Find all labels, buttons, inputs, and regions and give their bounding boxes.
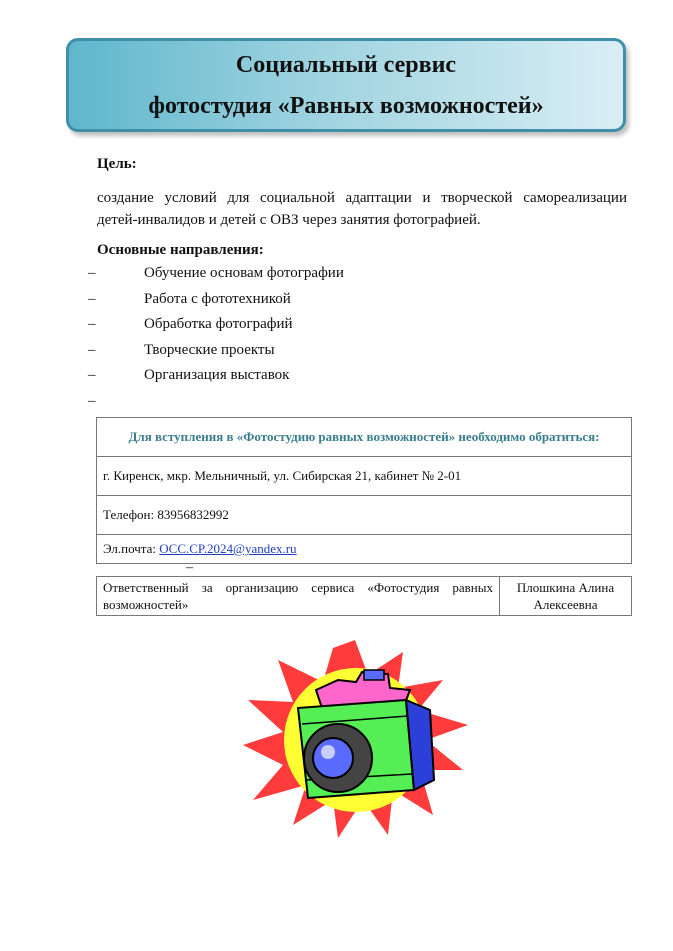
contacts-address: г. Киренск, мкр. Мельничный, ул. Сибирская 21, кабинет № 2-01 [97,457,632,496]
goal-label: Цель: [97,156,137,172]
contacts-heading: Для вступления в «Фотостудию равных возможностей» необходимо обратиться: [97,418,632,457]
email-link[interactable]: OCC.CP.2024@yandex.ru [159,541,297,556]
goal-text-line2: детей-инвалидов и детей с ОВЗ через занятия фотографией. [97,212,481,228]
list-item-text: Обучение основам фотографии [144,265,344,281]
list-item-text: Обработка фотографий [144,316,293,332]
goal-text-line1: создание условий для социальной адаптации и творческой самореализации [97,190,627,206]
responsible-role: Ответственный за организацию сервиса «Фотостудия равных возможностей» [97,577,500,616]
list-item-text: Творческие проекты [144,341,275,358]
page-title-line2: фотостудия «Равных возможностей» [148,93,544,119]
list-item-text: Работа с фототехникой [144,290,291,307]
contacts-table [96,417,632,564]
goal-text [97,187,627,231]
separator-dash: – [186,560,193,575]
contacts-phone: Телефон: 83956832992 [97,496,632,535]
responsible-table [96,576,632,616]
email-label: Эл.почта: [103,541,160,556]
contacts-email-cell [97,535,632,564]
list-item-text: Организация выставок [144,367,290,383]
camera-top-button [364,670,384,680]
camera-icon [238,640,472,840]
page-title-line1: Социальный сервис [235,52,457,78]
responsible-name: Плошкина Алина Алексеевна [500,577,632,616]
directions-label: Основные направления: [97,242,264,258]
title-banner [66,38,626,132]
lens-inner [313,738,353,778]
